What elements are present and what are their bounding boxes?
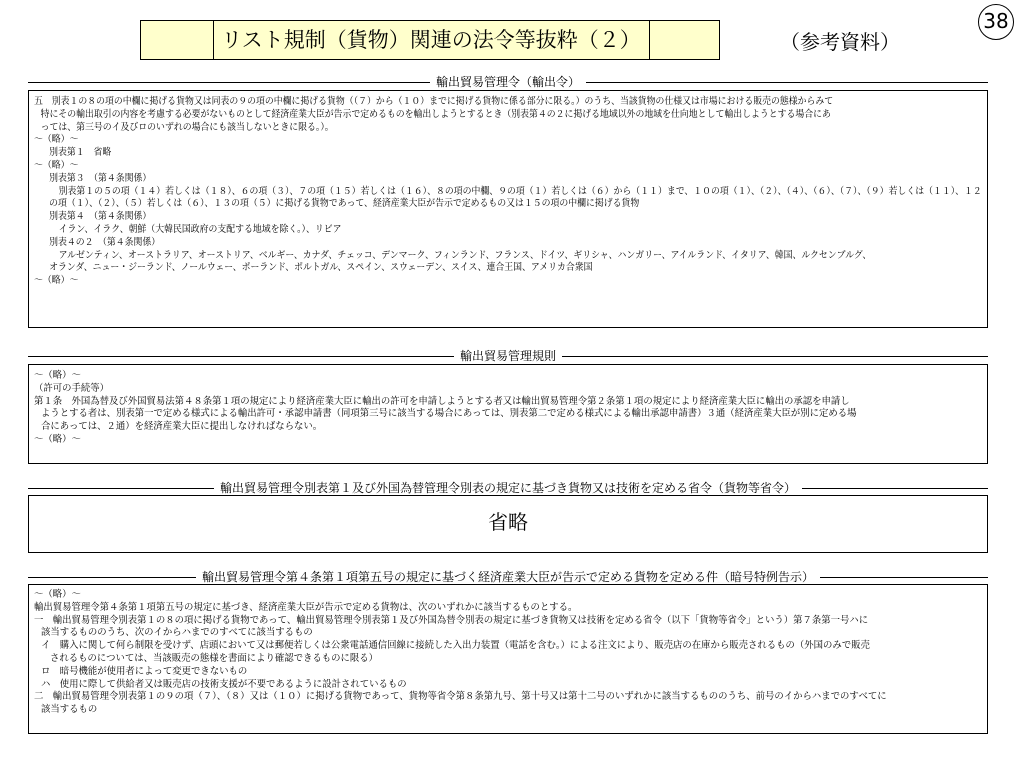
section-1-heading: 輸出貿易管理令（輸出令） (430, 74, 586, 90)
section-1-line: 別表４の２ （第４条関係） (49, 236, 161, 248)
section-4-line: されるものについては、当該販売の態様を書面により確認できるものに限る） (50, 652, 378, 664)
section-2-line: ようとする者は、別表第一で定める様式による輸出許可・承認申請書（同項第三号に該当する場合にあっては、別表第二で定める様式による輸出承認申請書）３通（経済産業大臣が別に定める場 (41, 408, 857, 420)
section-3-heading: 輸出貿易管理令別表第１及び外国為替管理令別表の規定に基づき貨物又は技術を定める省令（貨物等省令） (214, 480, 802, 496)
section-4-body (34, 589, 887, 717)
section-2-line: 第１条 外国為替及び外国貿易法第４８条第１項の規定により経済産業大臣に輸出の許可を申請しようとする者又は輸出貿易管理令第２条第１項の規定により経済産業大臣に輸出の承認を申請し (34, 395, 850, 407)
section-1-line: ～（略）～ (34, 159, 79, 171)
section-4-line: 輸出貿易管理令第４条第１項第五号の規定に基づき、経済産業大臣が告示で定める貨物は、次のいずれかに該当するものとする。 (34, 601, 578, 613)
section-1-line: オランダ、ニュー・ジーランド、ノールウェー、ポーランド、ポルトガル、スペイン、スウェーデン、スイス、連合王国、アメリカ合衆国 (49, 262, 593, 274)
section-4-line: 該当するもののうち、次のイからハまでのすべてに該当するもの (41, 627, 313, 639)
page-number-badge: 38 (978, 4, 1014, 40)
section-2-line: （許可の手続等） (34, 382, 110, 394)
section-1-body (34, 96, 1024, 288)
section-2-line: ～（略）～ (34, 370, 81, 381)
section-3-body: 省略 (488, 510, 528, 534)
section-1-line: 別表第１ 省略 (49, 147, 112, 159)
section-1-line: っては、第三号のイ及びロのいずれの場合にも該当しないときに限る。）。 (40, 121, 334, 133)
section-4-heading: 輸出貿易管理令第４条第１項第五号の規定に基づく経済産業大臣が告示で定める貨物を定める件（暗号特例告示） (196, 569, 820, 585)
section-1-line: ～（略）～ (34, 275, 79, 287)
section-1-line: 別表第３ （第４条関係） (49, 172, 152, 184)
section-2-line: 合にあっては、２通）を経済産業大臣に提出しなければならない。 (41, 421, 323, 433)
section-2-body (34, 370, 857, 447)
section-1-line: 五 別表１の８の項の中欄に掲げる貨物又は同表の９の項の中欄に掲げる貨物（（７）から（１０）までに掲げる貨物に係る部分に限る。）のうち、当該貨物の仕様又は市場における販売の態様からみて (34, 96, 834, 107)
section-1-line: アルゼンティン、オーストラリア、オーストリア、ベルギー、カナダ、チェッコ、デンマーク、フィンランド、フランス、ドイツ、ギリシャ、ハンガリー、アイルランド、イタリア、韓国、ルクセンブルグ、 (58, 249, 872, 261)
title-box-divider-right (649, 21, 650, 59)
section-1-line: イラン、イラク、朝鮮（大韓民国政府の支配する地域を除く。）、リビア (58, 223, 342, 235)
section-4-line: 一 輸出貿易管理令別表第１の８の項に掲げる貨物であって、輸出貿易管理令別表第１及び外国為替令別表の規定に基づき貨物又は技術を定める省令（以下「貨物等省令」という）第７条第一号ハに (34, 614, 869, 626)
title-box (140, 20, 720, 60)
section-4-line: ～（略）～ (34, 589, 81, 600)
section-1-line: 特にその輸出取引の内容を考慮する必要がないものとして経済産業大臣が告示で定めるものを輸出しようとするとき（別表第４の２に掲げる地域以外の地域を仕向地として輸出しようとする場合にあ (40, 108, 831, 120)
section-2-heading: 輸出貿易管理規則 (454, 348, 562, 364)
section-4-line: 該当するもの (41, 704, 98, 716)
section-2-line: ～（略）～ (34, 433, 81, 445)
section-4-line: 二 輸出貿易管理令別表第１の９の項（７）、（８）又は（１０）に掲げる貨物であって、貨物等省令第８条第九号、第十号又は第十二号のいずれかに該当するもののうち、前号のイからハまでのすべてに (34, 691, 887, 703)
section-1-line: ～（略）～ (34, 134, 79, 146)
section-1-line: 別表第１の５の項（１４）若しくは（１８）、６の項（３）、７の項（１５）若しくは（１６）、８の項の中欄、９の項（１）若しくは（６）から（１１）まで、１０の項（１）、（２）、（４）、（６）、（７）、（９）若しくは（１１）、１２ (58, 185, 982, 197)
section-1-line: の項（１）、（２）、（５）若しくは（６）、１３の項（５）に掲げる貨物であって、経済産業大臣が告示で定めるもの又は１５の項の中欄に掲げる貨物 (49, 198, 640, 210)
section-4-line: ロ 暗号機能が使用者によって変更できないもの (41, 665, 248, 677)
section-1-line: 別表第４ （第４条関係） (49, 211, 152, 223)
reference-label: （参考資料） (780, 30, 900, 54)
page-title: リスト規制（貨物）関連の法令等抜粋（２） (221, 28, 641, 52)
section-4-line: ハ 使用に際して供給者又は販売店の技術支援が不要であるように設計されているもの (41, 678, 407, 690)
section-4-line: イ 購入に関して何ら制限を受けず、店頭において又は郵便若しくは公衆電話通信回線に接続した入出力装置（電話を含む。）による注文により、販売店の在庫から販売されるもの（外国のみで販売 (41, 640, 870, 652)
